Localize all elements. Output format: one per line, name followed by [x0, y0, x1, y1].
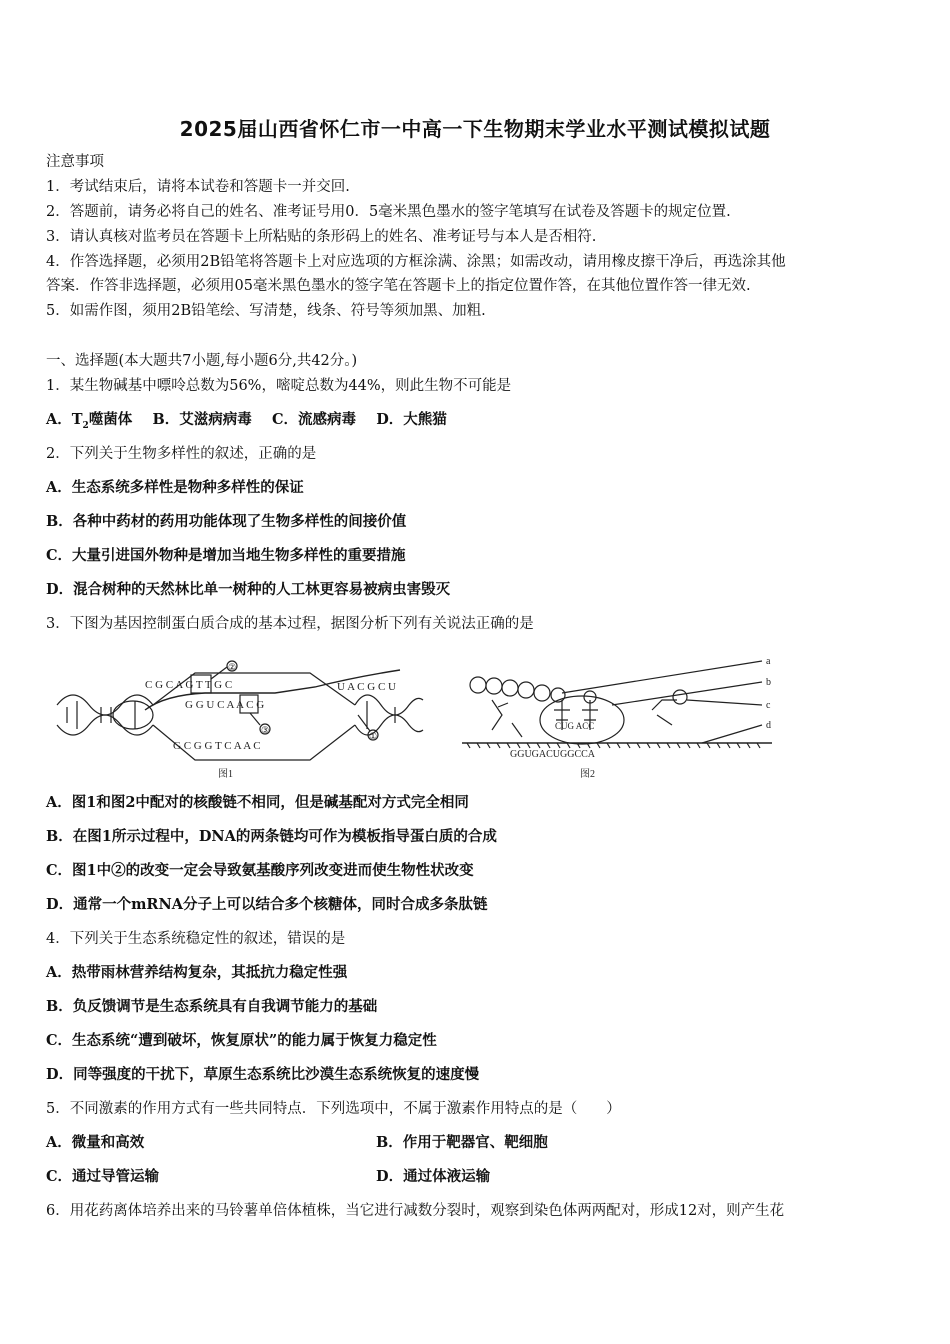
- q2-option-d: D．混合树种的天然林比单一树种的人工林更容易被病虫害毁灭: [46, 581, 451, 598]
- q3-option-c: C．图1中②的改变一定会导致氨基酸序列改变进而使生物性状改变: [46, 862, 474, 879]
- notice-item: 3．请认真核对监考员在答题卡上所粘贴的条形码上的姓名、准考证号与本人是否相符.: [46, 229, 597, 245]
- figure-1-transcription: [55, 655, 425, 785]
- figure-2-translation: [462, 655, 782, 785]
- q5-option-a: A．微量和高效: [46, 1134, 145, 1151]
- q2-option-c: C．大量引进国外物种是增加当地生物多样性的重要措施: [46, 547, 406, 564]
- q2-option-b: B．各种中药材的药用功能体现了生物多样性的间接价值: [46, 513, 407, 530]
- question-6-stem: 6．用花药离体培养出来的马铃薯单倍体植株，当它进行减数分裂时，观察到染色体两两配对，形成12对，则产生花: [46, 1203, 785, 1219]
- q4-option-a: A．热带雨林营养结构复杂，其抵抗力稳定性强: [46, 964, 348, 981]
- q4-option-d: D．同等强度的干扰下，草原生态系统比沙漠生态系统恢复的速度慢: [46, 1066, 480, 1083]
- q1-option-d: D．大熊猫: [376, 411, 447, 428]
- q5-option-d: D．通过体液运输: [376, 1168, 491, 1185]
- q5-option-b: B．作用于靶器官、靶细胞: [376, 1134, 548, 1151]
- question-4-stem: 4．下列关于生态系统稳定性的叙述，错误的是: [46, 931, 346, 947]
- notice-item: 1．考试结束后，请将本试卷和答题卡一并交回.: [46, 179, 350, 195]
- q1-option-a: A．$T_2$噬菌体: [46, 411, 133, 431]
- fig2-anticodons: CUG ACC: [555, 721, 595, 731]
- question-1-stem: 1．某生物碱基中嘌呤总数为56%，嘧啶总数为44%，则此生物不可能是: [46, 378, 512, 394]
- helix-left-strand-b: [57, 715, 153, 735]
- fig1-top-strand: C G C A G T T G C: [145, 679, 233, 691]
- fig2-label-a: a: [766, 656, 771, 667]
- q1-option-b: B．艾滋病病毒: [152, 411, 252, 428]
- notice-heading: 注意事项: [46, 154, 104, 170]
- section-heading: 一、选择题(本大题共7小题,每小题6分,共42分。): [46, 353, 358, 369]
- q2-option-a: A．生态系统多样性是物种多样性的保证: [46, 479, 304, 496]
- question-2-stem: 2．下列关于生物多样性的叙述，正确的是: [46, 446, 317, 462]
- fig2-label-c: c: [766, 700, 771, 711]
- fig1-caption: 图1: [218, 769, 233, 780]
- q3-option-a: A．图1和图2中配对的核酸链不相同，但是碱基配对方式完全相同: [46, 794, 469, 811]
- fig1-label-3: ③: [261, 725, 270, 735]
- q1-option-c: C．流感病毒: [271, 411, 357, 428]
- fig1-middle-strand: G G U C A A C G: [185, 699, 265, 711]
- fig1-rna-tail: U A C G C U: [337, 681, 396, 693]
- helix-left-strand-a: [57, 695, 153, 715]
- notice-item: 2．答题前，请务必将自己的姓名、准考证号用0．5毫米黑色墨水的签字笔填写在试卷及答题卡的规定位置.: [46, 204, 731, 220]
- q4-option-b: B．负反馈调节是生态系统具有自我调节能力的基础: [46, 998, 378, 1015]
- q3-option-b: B．在图1所示过程中，DNA的两条链均可作为模板指导蛋白质的合成: [46, 828, 497, 845]
- fig2-caption: 图2: [580, 769, 595, 780]
- fig1-label-2: ②: [228, 662, 237, 672]
- question-1-options: [46, 410, 447, 436]
- q3-option-d: D．通常一个mRNA分子上可以结合多个核糖体，同时合成多条肽链: [46, 896, 488, 913]
- fig2-label-b: b: [766, 677, 771, 688]
- notice-item: 4．作答选择题，必须用2B铅笔将答题卡上对应选项的方框涂满、涂黑；如需改动，请用橡皮擦干净后，再选涂其他: [46, 254, 786, 270]
- notice-item: 答案．作答非选择题，必须用05毫米黑色墨水的签字笔在答题卡上的指定位置作答，在其他位置作答一律无效.: [46, 278, 751, 294]
- exam-title: 2025届山西省怀仁市一中高一下生物期末学业水平测试模拟试题: [179, 117, 771, 141]
- fig1-label-1: ①: [369, 731, 378, 741]
- question-3-stem: 3．下图为基因控制蛋白质合成的基本过程，据图分析下列有关说法正确的是: [46, 616, 534, 632]
- notice-item: 5．如需作图，须用2B铅笔绘、写清楚，线条、符号等须加黑、加粗.: [46, 303, 486, 319]
- fig2-label-d: d: [766, 720, 771, 731]
- fig1-bottom-strand: G C G G T C A A C: [173, 740, 261, 752]
- fig2-mrna-seq: GGUGACUGGCCA: [510, 749, 596, 760]
- question-5-stem: 5．不同激素的作用方式有一些共同特点．下列选项中，不属于激素作用特点的是（ ）: [46, 1101, 621, 1117]
- q5-option-c: C．通过导管运输: [46, 1168, 160, 1185]
- q4-option-c: C．生态系统“遭到破坏，恢复原状”的能力属于恢复力稳定性: [46, 1032, 437, 1049]
- ribosome: [540, 696, 624, 744]
